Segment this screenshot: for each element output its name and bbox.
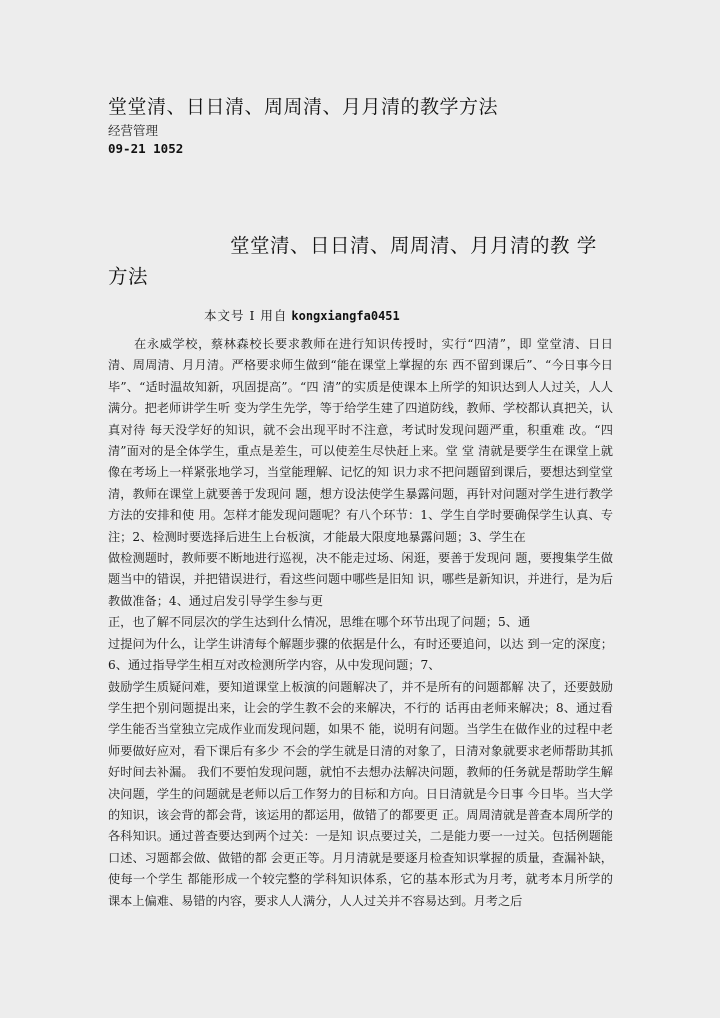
paragraph: 正，也了解不同层次的学生达到什么情况，思维在哪个环节出现了问题；5、通 <box>108 615 531 630</box>
article-title: 堂堂清、日日清、周周清、月月清的教 学方法 <box>108 234 597 288</box>
source-author: kongxiangfa0451 <box>291 309 400 323</box>
paragraph: 鼓励学生质疑问难，要知道课堂上板演的问题解决了，并不是所有的问题都解 决了，还要鼓励学生把个别问题提出来，让会的学生教不会的来解决，不行的 话再由老师来解决；8、通过看学生能否当堂独立完成作业而发现问题，如果不 能，说明有问题。当学生在做作业的过程中老师要做好应对，看下课后有多少 不会的学生就是日清的对象了，日清对象就要求老师帮助其抓好时间去补漏。 我们不要怕发现问题，就怕不去想办法解决问题，教师的任务就是帮助学生解 决问题，学生的问题就是老师以后工作努力的目标和方向。日日清就是今日事 今日毕。当大学的知识，该会背的都会背，该运用的都运用，做错了的都要更 正。周周清就是普查本周所学的各科知识。通过普查要达到两个过关：一是知 识点要过关，二是能力要一一过关。包括例题能口述、习题都会做、做错的都 会更正等。月月清就是要逐月检查知识掌握的质量，查漏补缺，使每一个学生 都能形成一个较完整的学科知识体系，它的基本形式为月考，就考本月所学的 课本上偏难、易错的内容，要求人人满分，人人过关并不容易达到。月考之后 <box>108 679 613 908</box>
article-body <box>108 334 613 912</box>
category-label: 经营管理 <box>108 123 159 138</box>
paragraph: 过提问为什么，让学生讲清每个解题步骤的依据是什么，有时还要追问，以达 到一定的深度；6、通过指导学生相互对改检测所学内容，从中发现问题；7、 <box>108 636 613 673</box>
document-header-title: 堂堂清、日日清、周周清、月月清的教学方法 <box>108 96 499 118</box>
source-label: 本文号 I 用自 <box>204 308 288 323</box>
datetime-label: 09-21 1052 <box>108 141 184 156</box>
paragraph: 做检测题时，教师要不断地进行巡视，决不能走过场、闲逛，要善于发现问 题，要搜集学生做题当中的错误，并把错误进行，看这些问题中哪些是旧知 识，哪些是新知识，并进行，是为后教做准备；4、通过启发引导学生参与更 <box>108 551 613 608</box>
article-source <box>204 306 400 324</box>
paragraph: 在永威学校，蔡林森校长要求教师在进行知识传授时，实行“四清”，即 堂堂清、日日清、周周清、月月清。严格要求师生做到“能在课堂上掌握的东 西不留到课后”、“今日事今日毕”、“适时温故知新，巩固提高”。“四 清”的实质是使课本上所学的知识达到人人过关，人人满分。把老师讲学生听 变为学生先学，等于给学生建了四道防线，教师、学校都认真把关，认真对待 每天没学好的知识，就不会出现平时不注意，考试时发现问题严重，积重难 改。“四清”面对的是全体学生，重点是差生，可以使差生尽快赶上来。堂 堂 清就是要学生在课堂上就像在考场上一样紧张地学习，当堂能理解、记忆的知 识力求不把问题留到课后，要想达到堂堂清，教师在课堂上就要善于发现问 题，想方设法使学生暴露问题，再针对问题对学生进行教学方法的安排和使 用。怎样才能发现问题呢？有八个环节：1、学生自学时要确保学生认真、专 注；2、检测时要选择后进生上台板演，才能最大限度地暴露问题；3、学生在 <box>108 337 613 544</box>
